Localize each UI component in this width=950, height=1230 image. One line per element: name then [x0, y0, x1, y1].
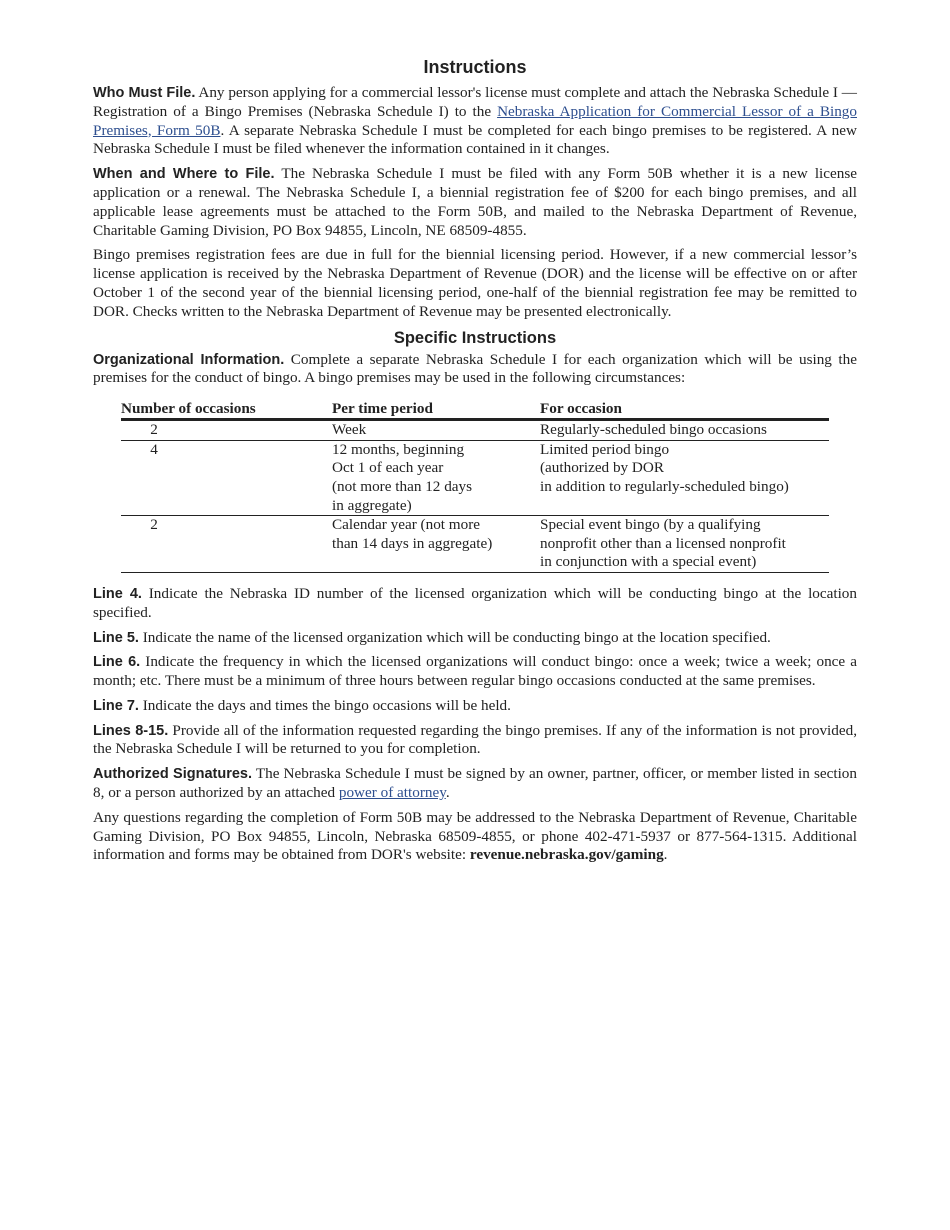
questions-paragraph — [93, 809, 857, 865]
occasion-type-line: Limited period bingo — [540, 440, 670, 458]
occasion-type-line: in addition to regularly-scheduled bingo) — [540, 477, 789, 495]
organizational-info-paragraph — [93, 351, 857, 389]
organizational-info-text: Complete a separate Nebraska Schedule I for each organization which will be using the premises for the conduct of bingo. A bingo premises may be used in the following circumstances: — [93, 350, 857, 387]
occasion-type-line: in conjunction with a special event) — [540, 553, 757, 571]
authorized-signatures-text: The Nebraska Schedule I must be signed by an owner, partner, officer, or member listed in section 8, or a person authorized by an attached — [93, 765, 857, 802]
line-6-paragraph — [93, 653, 857, 691]
dor-website: revenue.nebraska.gov/gaming — [469, 846, 664, 864]
authorized-signatures-end: . — [445, 784, 450, 802]
authorized-signatures-paragraph — [93, 765, 857, 803]
column-header-number: Number of occasions — [121, 400, 332, 420]
line-5-heading: Line 5. — [93, 629, 139, 646]
line-4-paragraph — [93, 585, 857, 623]
lines-8-15-text: Provide all of the information requested regarding the bingo premises. If any of the information is not provided, the Nebraska Schedule I will be returned to you for completion. — [93, 721, 857, 758]
occasion-type — [540, 440, 829, 515]
occasion-type-line: nonprofit other than a licensed nonprofit — [540, 534, 786, 552]
occasions-table — [121, 400, 829, 573]
who-must-file-paragraph — [93, 84, 857, 159]
line-6-heading: Line 6. — [93, 654, 141, 671]
authorized-signatures-heading: Authorized Signatures. — [93, 766, 253, 783]
time-period — [332, 420, 540, 441]
column-header-period: Per time period — [332, 400, 540, 420]
column-header-occasion: For occasion — [540, 400, 829, 420]
time-period — [332, 440, 540, 515]
line-6-text: Indicate the frequency in which the licensed organizations will conduct bingo: once a week; twice a week; once a month; etc. There must be a minimum of three hours between regular bingo occasions conducted at the same premises. — [93, 653, 857, 690]
occasion-type — [540, 516, 829, 573]
when-where-heading: When and Where to File. — [93, 166, 275, 183]
when-where-text: The Nebraska Schedule I must be filed with any Form 50B whether it is a new license application or a renewal. The Nebraska Schedule I, a biennial registration fee of $200 for each bingo premises, and all applicable lease agreements must be attached to the Form 50B, and mailed to the Nebraska Department of Revenue, Charitable Gaming Division, PO Box 94855, Lincoln, NE 68509-4855. — [93, 165, 857, 239]
time-period-line: in aggregate) — [332, 496, 412, 514]
specific-instructions-title: Specific Instructions — [393, 328, 557, 347]
occasions-count: 2 — [121, 420, 332, 441]
page-title: Instructions — [423, 57, 527, 77]
line-7-paragraph — [93, 697, 857, 716]
who-must-file-heading: Who Must File. — [93, 85, 196, 101]
time-period-line: 12 months, beginning — [332, 440, 465, 458]
table-row — [121, 516, 829, 573]
lines-8-15-heading: Lines 8-15. — [93, 722, 169, 739]
time-period-line: Calendar year (not more — [332, 516, 481, 534]
occasion-type — [540, 420, 829, 441]
table-row — [121, 440, 829, 515]
power-of-attorney-link[interactable]: power of attorney — [338, 784, 446, 802]
who-must-file-text-end: . A separate Nebraska Schedule I must be completed for each bingo premises to be registered. A new Nebraska Schedule I must be filed whenever the information contained in it changes. — [93, 121, 857, 158]
occasions-count: 4 — [121, 440, 332, 515]
questions-text: Any questions regarding the completion of Form 50B may be addressed to the Nebraska Department of Revenue, Charitable Gaming Division, PO Box 94855, Lincoln, Nebraska 68509-4855, or phone 402-471-5937 or 877-564-1315. Additional information and forms may be obtained from DOR's website: — [93, 808, 857, 864]
time-period-line: (not more than 12 days — [332, 477, 473, 495]
form-50b-link[interactable]: Nebraska Application for Commercial Lessor of a Bingo Premises, Form 50B — [93, 102, 857, 139]
occasion-type-line: Special event bingo (by a qualifying — [540, 516, 761, 534]
occasion-type-line: Regularly-scheduled bingo occasions — [540, 421, 767, 439]
instructions-page — [93, 56, 857, 871]
who-must-file-text: Any person applying for a commercial lessor's license must complete and attach the Nebraska Schedule I — Registration of a Bingo Premises (Nebraska Schedule I) to the — [93, 84, 857, 120]
line-5-paragraph — [93, 629, 857, 648]
fees-paragraph: Bingo premises registration fees are due in full for the biennial licensing period. However, if a new commercial lessor’s license application is received by the Nebraska Department of Revenue (DOR) and the license will be effective on or after October 1 of the second year of the biennial licensing period, one-half of the biennial registration fee may be remitted to DOR. Checks written to the Nebraska Department of Revenue may be presented electronically. — [93, 246, 857, 320]
time-period-line: than 14 days in aggregate) — [332, 534, 493, 552]
when-where-paragraph — [93, 165, 857, 240]
questions-end: . — [663, 846, 668, 864]
occasion-type-line: (authorized by DOR — [540, 459, 664, 477]
line-7-text: Indicate the days and times the bingo occasions will be held. — [138, 696, 511, 714]
time-period-line: Week — [332, 421, 367, 439]
line-4-text: Indicate the Nebraska ID number of the licensed organization which will be conducting bingo at the location specified. — [93, 584, 857, 621]
table-row — [121, 420, 829, 441]
line-4-heading: Line 4. — [93, 585, 142, 602]
line-5-text: Indicate the name of the licensed organization which will be conducting bingo at the location specified. — [138, 628, 771, 646]
time-period-line: Oct 1 of each year — [332, 459, 444, 477]
time-period — [332, 516, 540, 573]
table-header-row — [121, 400, 829, 420]
lines-8-15-paragraph — [93, 722, 857, 760]
organizational-info-heading: Organizational Information. — [93, 351, 285, 368]
occasions-count: 2 — [121, 516, 332, 573]
line-7-heading: Line 7. — [93, 697, 139, 714]
